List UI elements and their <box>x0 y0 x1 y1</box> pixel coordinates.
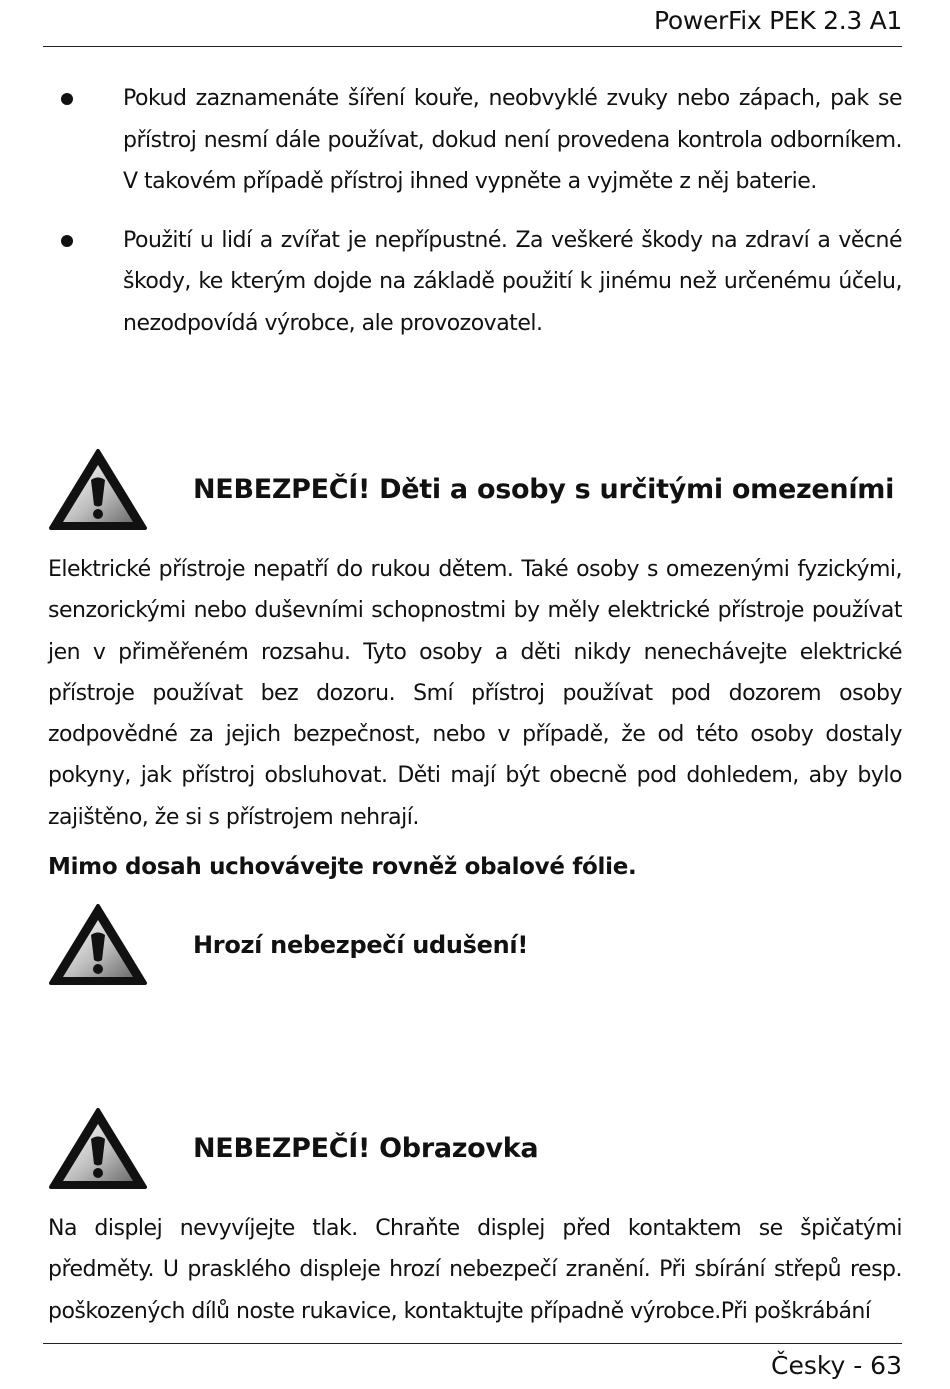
page-header <box>43 0 902 47</box>
bullet-list <box>48 78 902 361</box>
bullet-text: Použití u lidí a zvířat je nepřípustné. Za veškeré škody na zdraví a věcné škody, ke kterým dojde na základě použití k jinému než určenému účelu, nezodpovídá výrobce, ale provozovatel. <box>123 227 902 336</box>
suffocation-heading: Hrozí nebezpečí udušení! <box>193 931 528 959</box>
bullet-item <box>48 78 902 203</box>
bullet-item <box>48 220 902 345</box>
bullet-text: Pokud zaznamenáte šíření kouře, neobvyklé zvuky nebo zápach, pak se přístroj nesmí dále používat, dokud není provedena kontrola odborníkem. V takovém případě přístroj ihned vypněte a vyjměte z něj baterie. <box>123 86 902 194</box>
children-paragraph: Elektrické přístroje nepatří do rukou dětem. Také osoby s omezenými fyzickými, senzorickými nebo duševními schopnostmi by měly elektrické přístroje používat jen v přiměřeném rozsahu. Tyto osoby a děti nikdy nenechávejte elektrické přístroje používat bez dozoru. Smí přístroj používat pod dozorem osoby zodpovědné za jejich bezpečnost, nebo v případě, že od této osoby dostaly pokyny, jak přístroj obsluhovat. Děti mají být obecně pod dohledem, aby bylo zajištěno, že si s přístrojem nehrají. <box>48 557 902 830</box>
section-heading: NEBEZPEČÍ! Děti a osoby s určitými omezeními <box>193 474 895 505</box>
section-heading: NEBEZPEČÍ! Obrazovka <box>193 1133 539 1164</box>
warning-triangle-icon <box>48 903 148 987</box>
display-paragraph: Na displej nevyvíjejte tlak. Chraňte displej před kontaktem se špičatými předměty. U prasklého displeje hrozí nebezpečí zranění. Při sbírání střepů resp. poškozených dílů noste rukavice, kontaktujte případně výrobce.Při poškrábání <box>48 1216 902 1324</box>
warning-triangle-icon <box>48 448 148 532</box>
bullet-dot <box>61 235 73 247</box>
page-footer <box>43 1343 902 1389</box>
page-number: Česky - 63 <box>771 1351 902 1380</box>
header-title: PowerFix PEK 2.3 A1 <box>653 6 902 35</box>
bold-note: Mimo dosah uchovávejte rovněž obalové fólie. <box>48 854 637 880</box>
warning-triangle-icon <box>48 1107 148 1191</box>
bullet-dot <box>61 93 73 105</box>
